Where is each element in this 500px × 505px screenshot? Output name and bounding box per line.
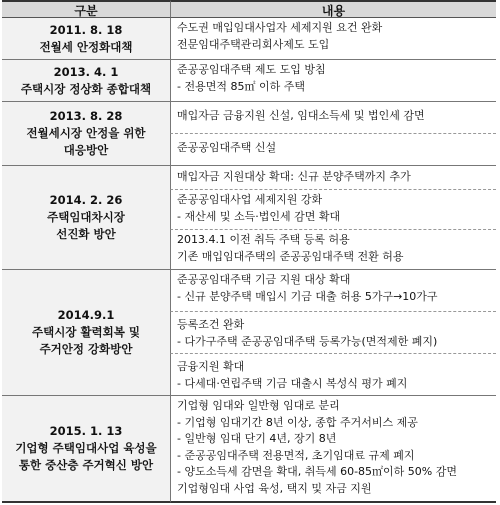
row-title: 기업형 주택임대사업 육성을	[15, 441, 157, 456]
content-cell	[170, 134, 496, 166]
content-cell	[170, 396, 496, 503]
content-line: 준공공임대주택 제도 도입 방침	[177, 63, 326, 76]
row-date: 2014.9.1	[57, 308, 115, 323]
row-date: 2015. 1. 13	[49, 424, 123, 439]
row-title: 주거안정 강화방안	[39, 341, 133, 356]
content-line: 준공공임대주택 기금 지원 대상 확대	[177, 273, 351, 286]
content-cell	[170, 102, 496, 134]
content-line: - 일반형 임대 단기 4년, 장기 8년	[177, 432, 337, 445]
row-label	[2, 18, 170, 60]
content-cell	[170, 166, 496, 190]
content-line: - 기업형 임대기간 8년 이상, 종합 주거서비스 제공	[177, 415, 418, 429]
policy-table	[2, 0, 496, 503]
content-line: 준공공임대주택 신설	[177, 141, 277, 154]
content-line: - 신규 분양주택 매입시 기금 대출 허용 5가구→10가구	[177, 289, 438, 303]
row-title: 전월세시장 안정을 위한	[26, 126, 146, 141]
content-line: 전문임대주택관리회사제도 도입	[177, 37, 330, 51]
row-label	[2, 166, 170, 270]
content-cell	[170, 18, 496, 60]
content-line: 등록조건 완화	[177, 318, 245, 331]
row-title: 통한 중산층 주거혁신 방안	[18, 457, 154, 472]
content-cell	[170, 190, 496, 230]
row-label	[2, 60, 170, 102]
content-line: - 다세대·연립주택 기금 대출시 복성식 평가 폐지	[177, 376, 408, 390]
content-line: - 양도소득세 감면을 확대, 취득세 60-85㎡이하 50% 감면	[177, 465, 457, 478]
content-line: 매입자금 지원대상 확대: 신규 분양주택까지 추가	[177, 170, 411, 183]
row-date: 2013. 4. 1	[53, 64, 119, 79]
content-line: 매입자금 금융지원 신설, 임대소득세 및 법인세 감면	[177, 109, 425, 122]
row-title: 주택임대차시장	[47, 210, 125, 225]
row-label	[2, 396, 170, 503]
content-cell	[170, 354, 496, 396]
header-content: 내용	[170, 0, 496, 18]
content-line: - 준공공임대주택 전용면적, 초기임대료 규제 폐지	[177, 448, 415, 462]
row-label	[2, 102, 170, 166]
row-date: 2013. 8. 28	[49, 109, 123, 124]
content-line: - 전용면적 85㎡ 이하 주택	[177, 79, 305, 93]
row-title: 대응방안	[63, 142, 109, 157]
content-cell	[170, 270, 496, 312]
row-title: 주택시장 활력회복 및	[32, 325, 140, 340]
row-date: 2011. 8. 18	[49, 22, 123, 37]
header-category: 구분	[2, 0, 170, 18]
row-date: 2014. 2. 26	[49, 193, 123, 208]
content-line: - 재산세 및 소득·법인세 감면 확대	[177, 209, 341, 223]
row-title: 주택시장 정상화 종합대책	[20, 81, 152, 96]
content-line: 기존 매입임대주택의 준공공임대주택 전환 허용	[177, 249, 404, 263]
content-cell	[170, 312, 496, 354]
content-line: 2013.4.1 이전 취득 주택 등록 허용	[177, 233, 350, 246]
content-cell	[170, 60, 496, 102]
content-line: - 다가구주택 준공공임대주택 등록가능(면적제한 폐지)	[177, 334, 438, 348]
row-label	[2, 270, 170, 396]
content-line: 수도권 매입임대사업자 세제지원 요건 완화	[177, 21, 383, 34]
content-cell	[170, 230, 496, 270]
row-title: 선진화 방안	[56, 226, 116, 241]
content-line: 준공공임대사업 세제지원 강화	[177, 193, 323, 206]
content-line: 기업형임대 사업 육성, 택지 및 자금 지원	[177, 481, 372, 495]
row-title: 전월세 안정화대책	[39, 39, 133, 54]
content-line: 기업형 임대와 일반형 임대로 분리	[177, 399, 340, 412]
content-line: 금융지원 확대	[177, 360, 245, 373]
